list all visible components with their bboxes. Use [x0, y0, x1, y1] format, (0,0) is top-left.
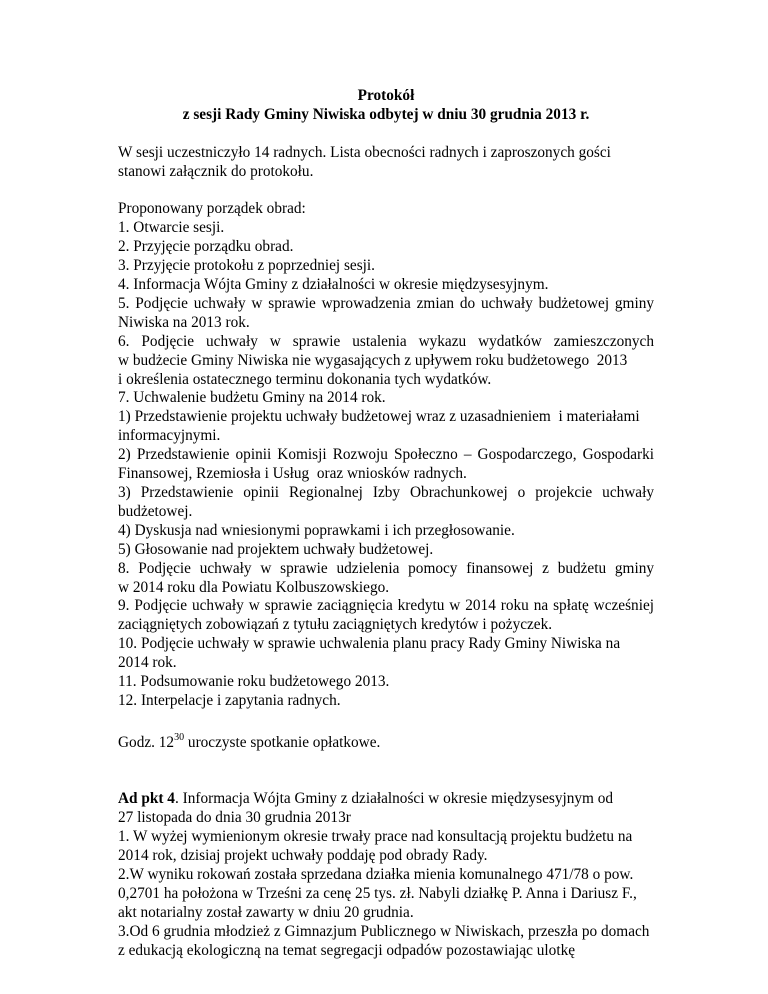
document-title: Protokół [357, 87, 415, 104]
agenda-item: 3. Przyjęcie protokołu z poprzedniej sesji. [118, 257, 375, 275]
ad4-line: akt notarialny został zawarty w dniu 20 grudnia. [118, 903, 414, 921]
agenda-item: 5. Podjęcie uchwały w sprawie wprowadzenia zmian do uchwały budżetowej gminy [118, 294, 654, 312]
agenda-subitem-cont: Finansowej, Rzemiosła i Usług oraz wniosków radnych. [118, 465, 467, 483]
agenda-item: 1. Otwarcie sesji. [118, 219, 225, 237]
attendance-line: W sesji uczestniczyło 14 radnych. Lista obecności radnych i zaproszonych gości [118, 143, 611, 161]
agenda-item-cont: zaciągniętych zobowiązań z tytułu zaciągniętych kredytów i pożyczek. [118, 616, 553, 634]
agenda-item-cont: w budżecie Gminy Niwiska nie wygasających z upływem roku budżetowego 2013 [118, 351, 628, 369]
ad4-line: 0,2701 ha położona w Trześni za cenę 25 tys. zł. Nabyli działkę P. Anna i Dariusz F., [118, 885, 637, 902]
ad4-line: 2.W wyniku rokowań została sprzedana działka mienia komunalnego 471/78 o pow. [118, 866, 634, 884]
agenda-item-cont: w 2014 roku dla Powiatu Kolbuszowskiego. [118, 578, 390, 596]
ad4-heading-text: . Informacja Wójta Gminy z działalności w okresie międzysesyjnym od [174, 790, 614, 808]
agenda-item: 11. Podsumowanie roku budżetowego 2013. [118, 673, 390, 691]
ad4-heading-line [118, 790, 654, 809]
agenda-item: 7. Uchwalenie budżetu Gminy na 2014 rok. [118, 389, 386, 407]
agenda-heading: Proponowany porządek obrad: [118, 200, 306, 218]
agenda-item: 12. Interpelacje i zapytania radnych. [118, 691, 341, 709]
document-page [118, 87, 654, 961]
agenda-subitem: 5) Głosowanie nad projektem uchwały budżetowej. [118, 540, 434, 558]
agenda-item: 10. Podjęcie uchwały w sprawie uchwalenia planu pracy Rady Gminy Niwiska na [118, 635, 621, 653]
agenda-item: 2. Przyjęcie porządku obrad. [118, 238, 294, 256]
agenda-item: 8. Podjęcie uchwały w sprawie udzielenia pomocy finansowej z budżetu gminy [118, 559, 654, 577]
meeting-time-line [118, 731, 654, 753]
meeting-time-prefix: Godz. 12 [118, 733, 175, 751]
agenda-subitem: 2) Przedstawienie opinii Komisji Rozwoju Społeczno – Gospodarczego, Gospodarki [118, 446, 654, 464]
ad4-line: z edukacją ekologiczną na temat segregacji odpadów pozostawiając ulotkę [118, 941, 576, 959]
agenda-item: 4. Informacja Wójta Gminy z działalności w okresie międzysesyjnym. [118, 276, 549, 294]
agenda-subitem: 1) Przedstawienie projektu uchwały budżetowej wraz z uzasadnieniem i materiałami [118, 408, 640, 426]
agenda-subitem-cont: informacyjnymi. [118, 427, 221, 445]
meeting-description: uroczyste spotkanie opłatkowe. [184, 733, 381, 751]
agenda-subitem-cont: budżetowej. [118, 502, 193, 520]
agenda-subitem: 3) Przedstawienie opinii Regionalnej Izby Obrachunkowej o projekcie uchwały [118, 484, 654, 501]
agenda-subitem: 4) Dyskusja nad wniesionymi poprawkami i ich przegłosowanie. [118, 521, 515, 539]
agenda-item-cont: Niwiska na 2013 rok. [118, 313, 250, 331]
agenda-item: 6. Podjęcie uchwały w sprawie ustalenia wykazu wydatków zamieszczonych [118, 332, 654, 350]
ad4-line: 27 listopada do dnia 30 grudnia 2013r [118, 809, 351, 827]
meeting-time-minutes: 30 [174, 731, 185, 743]
ad4-label: Ad pkt 4 [118, 790, 175, 808]
ad4-line: 3.Od 6 grudnia młodzież z Gimnazjum Publicznego w Niwiskach, przeszła po domach [118, 922, 650, 940]
document-subtitle: z sesji Rady Gminy Niwiska odbytej w dniu 30 grudnia 2013 r. [182, 105, 590, 123]
agenda-item: 9. Podjęcie uchwały w sprawie zaciągnięcia kredytu w 2014 roku na spłatę wcześniej [118, 597, 654, 615]
ad4-line: 2014 rok, dzisiaj projekt uchwały poddaję pod obrady Rady. [118, 847, 488, 865]
agenda-item-cont: 2014 rok. [118, 654, 177, 672]
attendance-line: stanowi załącznik do protokołu. [118, 162, 314, 180]
ad4-line: 1. W wyżej wymienionym okresie trwały prace nad konsultacją projektu budżetu na [118, 828, 633, 846]
agenda-item-cont: i określenia ostatecznego terminu dokonania tych wydatków. [118, 370, 492, 388]
